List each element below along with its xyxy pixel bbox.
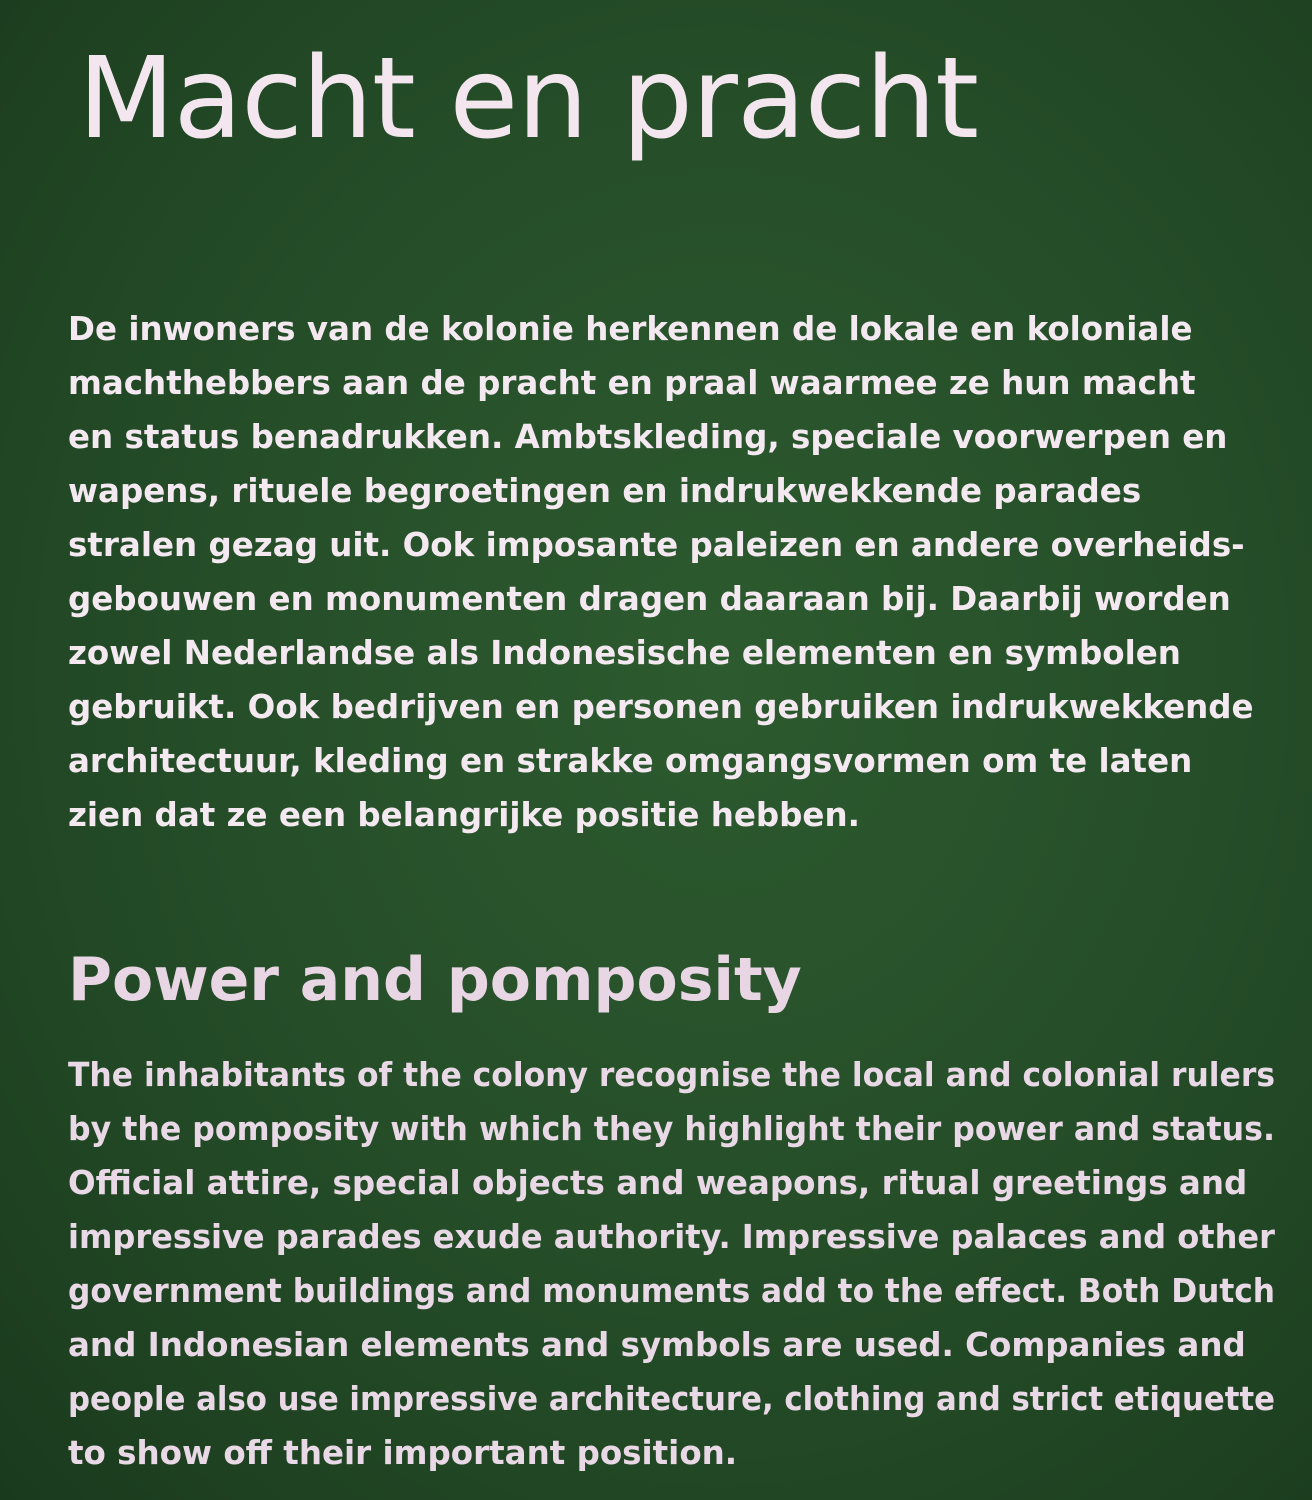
dutch-line: stralen gezag uit. Ook imposante paleizen en andere overheids-	[68, 526, 1245, 564]
english-line: people also use impressive architecture, clothing and strict etiquette	[68, 1380, 1276, 1418]
dutch-line: zowel Nederlandse als Indonesische elementen en symbolen	[68, 634, 1181, 672]
dutch-line: De inwoners van de kolonie herkennen de lokale en koloniale	[68, 310, 1193, 348]
dutch-paragraph	[68, 302, 1254, 842]
dutch-line: wapens, rituele begroetingen en indrukwekkende parades	[68, 472, 1142, 510]
english-line: and Indonesian elements and symbols are used. Companies and	[68, 1326, 1246, 1364]
english-title: Power and pomposity	[68, 945, 802, 1015]
dutch-title: Macht en pracht	[78, 34, 979, 164]
dutch-line: machthebbers aan de pracht en praal waarmee ze hun macht	[68, 364, 1196, 402]
dutch-line: gebruikt. Ook bedrijven en personen gebruiken indrukwekkende	[68, 688, 1254, 726]
dutch-line: gebouwen en monumenten dragen daaraan bij. Daarbij worden	[68, 580, 1231, 618]
english-line: by the pomposity with which they highlight their power and status.	[68, 1110, 1275, 1148]
dutch-line: zien dat ze een belangrijke positie hebben.	[68, 796, 860, 834]
english-line: impressive parades exude authority. Impressive palaces and other	[68, 1218, 1275, 1256]
english-line: Official attire, special objects and weapons, ritual greetings and	[68, 1164, 1248, 1202]
english-line: The inhabitants of the colony recognise the local and colonial rulers	[68, 1056, 1276, 1094]
english-line: government buildings and monuments add to the effect. Both Dutch	[68, 1272, 1276, 1310]
dutch-line: en status benadrukken. Ambtskleding, speciale voorwerpen en	[68, 418, 1228, 456]
english-line: to show off their important position.	[68, 1434, 738, 1472]
english-paragraph	[68, 1048, 1312, 1480]
dutch-line: architectuur, kleding en strakke omgangsvormen om te laten	[68, 742, 1193, 780]
